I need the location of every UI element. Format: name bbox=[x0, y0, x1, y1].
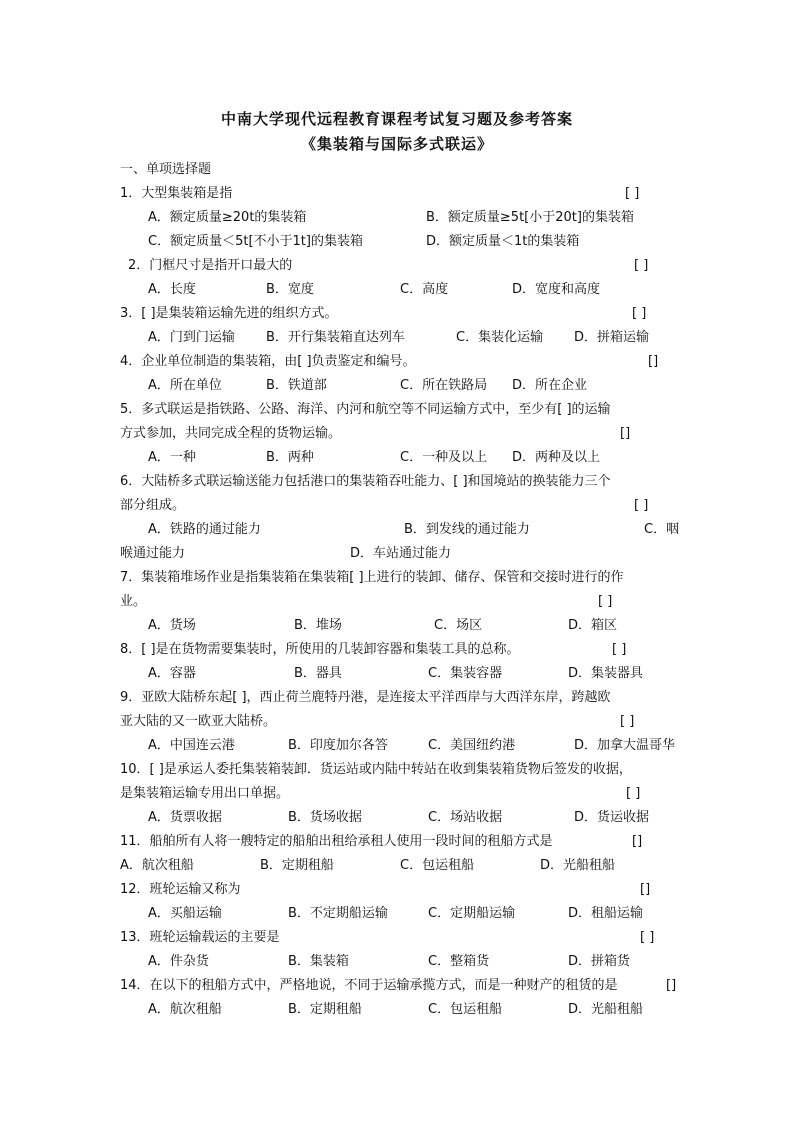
question-8: 8．[ ]是在货物需要集装时，所使用的几装卸容器和集装工具的总称。 bbox=[120, 642, 520, 657]
answer-bracket-2: [ ] bbox=[634, 258, 649, 273]
option-4-a: A．所在单位 bbox=[148, 378, 222, 393]
answer-bracket-8: [ ] bbox=[612, 642, 627, 657]
question-2: 2．门框尺寸是指开口最大的 bbox=[128, 258, 293, 273]
option-9-b: B．印度加尔各答 bbox=[288, 738, 388, 753]
option-14-d: D．光船租船 bbox=[568, 1002, 644, 1017]
option-7-b: B．堆场 bbox=[294, 618, 342, 633]
option-5-a: A．一种 bbox=[148, 450, 196, 465]
option-10-d: D．货运收据 bbox=[574, 810, 650, 825]
answer-bracket-14: [] bbox=[666, 978, 677, 993]
option-13-d: D．拼箱货 bbox=[568, 954, 631, 969]
option-14-a: A．航次租船 bbox=[148, 1002, 222, 1017]
option-9-d: D．加拿大温哥华 bbox=[574, 738, 676, 753]
question-12: 12．班轮运输又称为 bbox=[120, 882, 241, 897]
option-9-c: C．美国纽约港 bbox=[428, 738, 516, 753]
option-12-b: B．不定期船运输 bbox=[288, 906, 388, 921]
question-9-cont: 亚大陆的又一欧亚大陆桥。 bbox=[120, 714, 277, 729]
option-2-b: B．宽度 bbox=[266, 282, 314, 297]
question-11: 11．船舶所有人将一艘特定的船舶出租给承租人使用一段时间的租船方式是 bbox=[120, 834, 553, 849]
option-5-d: D．两种及以上 bbox=[512, 450, 601, 465]
answer-bracket-13: [ ] bbox=[640, 930, 655, 945]
option-6-c: C．咽 bbox=[644, 522, 680, 537]
question-1: 1．大型集装箱是指 bbox=[120, 186, 233, 201]
question-14: 14．在以下的租船方式中，严格地说，不同于运输承揽方式，而是一种财产的租赁的是 bbox=[120, 978, 618, 993]
option-13-a: A．件杂货 bbox=[148, 954, 209, 969]
answer-bracket-3: [ ] bbox=[632, 306, 647, 321]
answer-bracket-7: [ ] bbox=[598, 594, 613, 609]
option-1-d: D．额定质量＜1t的集装箱 bbox=[426, 234, 580, 249]
option-11-b: B．定期租船 bbox=[260, 858, 334, 873]
question-10: 10．[ ]是承运人委托集装箱装卸．货运站或内陆中转站在收到集装箱货物后签发的收据， bbox=[120, 762, 632, 777]
option-6-d: D．车站通过能力 bbox=[350, 546, 452, 561]
option-2-c: C．高度 bbox=[400, 282, 449, 297]
option-8-a: A．容器 bbox=[148, 666, 196, 681]
question-6-cont: 部分组成。 bbox=[120, 498, 186, 513]
option-4-d: D．所在企业 bbox=[512, 378, 588, 393]
option-6-a: A．铁路的通过能力 bbox=[148, 522, 261, 537]
question-9: 9．亚欧大陆桥东起[ ]，西止荷兰鹿特丹港，是连接太平洋西岸与大西洋东岸，跨越欧 bbox=[120, 690, 611, 705]
option-7-a: A．货场 bbox=[148, 618, 196, 633]
question-10-cont: 是集装箱运输专用出口单据。 bbox=[120, 786, 290, 801]
option-11-c: C．包运租船 bbox=[400, 858, 475, 873]
option-6-b: B．到发线的通过能力 bbox=[404, 522, 530, 537]
answer-bracket-4: [] bbox=[648, 354, 659, 369]
option-5-c: C．一种及以上 bbox=[400, 450, 488, 465]
option-12-a: A．买船运输 bbox=[148, 906, 222, 921]
answer-bracket-5: [] bbox=[620, 426, 631, 441]
option-1-b: B．额定质量≥5t[小于20t]的集装箱 bbox=[426, 210, 634, 225]
option-7-c: C．场区 bbox=[434, 618, 483, 633]
option-6-c-cont: 喉通过能力 bbox=[120, 546, 186, 561]
answer-bracket-11: [] bbox=[632, 834, 643, 849]
option-8-d: D．集装器具 bbox=[568, 666, 644, 681]
option-2-d: D．宽度和高度 bbox=[512, 282, 601, 297]
option-10-a: A．货票收据 bbox=[148, 810, 222, 825]
option-13-c: C．整箱货 bbox=[428, 954, 490, 969]
option-4-b: B．铁道部 bbox=[266, 378, 327, 393]
option-4-c: C．所在铁路局 bbox=[400, 378, 488, 393]
option-1-a: A．额定质量≥20t的集装箱 bbox=[148, 210, 307, 225]
option-9-a: A．中国连云港 bbox=[148, 738, 235, 753]
question-5: 5．多式联运是指铁路、公路、海洋、内河和航空等不同运输方式中，至少有[ ]的运输 bbox=[120, 402, 611, 417]
option-8-b: B．器具 bbox=[294, 666, 342, 681]
option-11-d: D．光船租船 bbox=[540, 858, 616, 873]
document-title: 中南大学现代远程教育课程考试复习题及参考答案 bbox=[220, 110, 573, 128]
question-6: 6．大陆桥多式联运输送能力包括港口的集装箱吞吐能力、[ ]和国境站的换装能力三个 bbox=[120, 474, 611, 489]
option-11-a: A．航次租船 bbox=[120, 858, 194, 873]
answer-bracket-10: [ ] bbox=[626, 786, 641, 801]
option-10-b: B．货场收据 bbox=[288, 810, 362, 825]
option-12-d: D．租船运输 bbox=[568, 906, 644, 921]
option-3-a: A．门到门运输 bbox=[148, 330, 235, 345]
question-13: 13．班轮运输载运的主要是 bbox=[120, 930, 280, 945]
option-13-b: B．集装箱 bbox=[288, 954, 349, 969]
option-3-d: D．拼箱运输 bbox=[574, 330, 650, 345]
option-3-b: B．开行集装箱直达列车 bbox=[266, 330, 405, 345]
question-3: 3．[ ]是集装箱运输先进的组织方式。 bbox=[120, 306, 338, 321]
section-heading: 一、单项选择题 bbox=[120, 162, 212, 177]
answer-bracket-9: [ ] bbox=[620, 714, 635, 729]
option-1-c: C．额定质量＜5t[不小于1t]的集装箱 bbox=[148, 234, 363, 249]
question-4: 4．企业单位制造的集装箱，由[ ]负责鉴定和编号。 bbox=[120, 354, 416, 369]
option-8-c: C．集装容器 bbox=[428, 666, 503, 681]
question-7-cont: 业。 bbox=[120, 594, 147, 609]
document-subtitle: 《集装箱与国际多式联运》 bbox=[300, 135, 493, 153]
option-12-c: C．定期船运输 bbox=[428, 906, 516, 921]
option-14-c: C．包运租船 bbox=[428, 1002, 503, 1017]
answer-bracket-1: [ ] bbox=[625, 186, 640, 201]
option-14-b: B．定期租船 bbox=[288, 1002, 362, 1017]
answer-bracket-6: [ ] bbox=[634, 498, 649, 513]
answer-bracket-12: [] bbox=[640, 882, 651, 897]
option-2-a: A．长度 bbox=[148, 282, 196, 297]
question-5-cont: 方式参加，共同完成全程的货物运输。 bbox=[120, 426, 342, 441]
option-7-d: D．箱区 bbox=[568, 618, 618, 633]
option-5-b: B．两种 bbox=[266, 450, 314, 465]
option-3-c: C．集装化运输 bbox=[456, 330, 544, 345]
option-10-c: C．场站收据 bbox=[428, 810, 503, 825]
question-7: 7．集装箱堆场作业是指集装箱在集装箱[ ]上进行的装卸、储存、保管和交接时进行的作 bbox=[120, 570, 624, 585]
